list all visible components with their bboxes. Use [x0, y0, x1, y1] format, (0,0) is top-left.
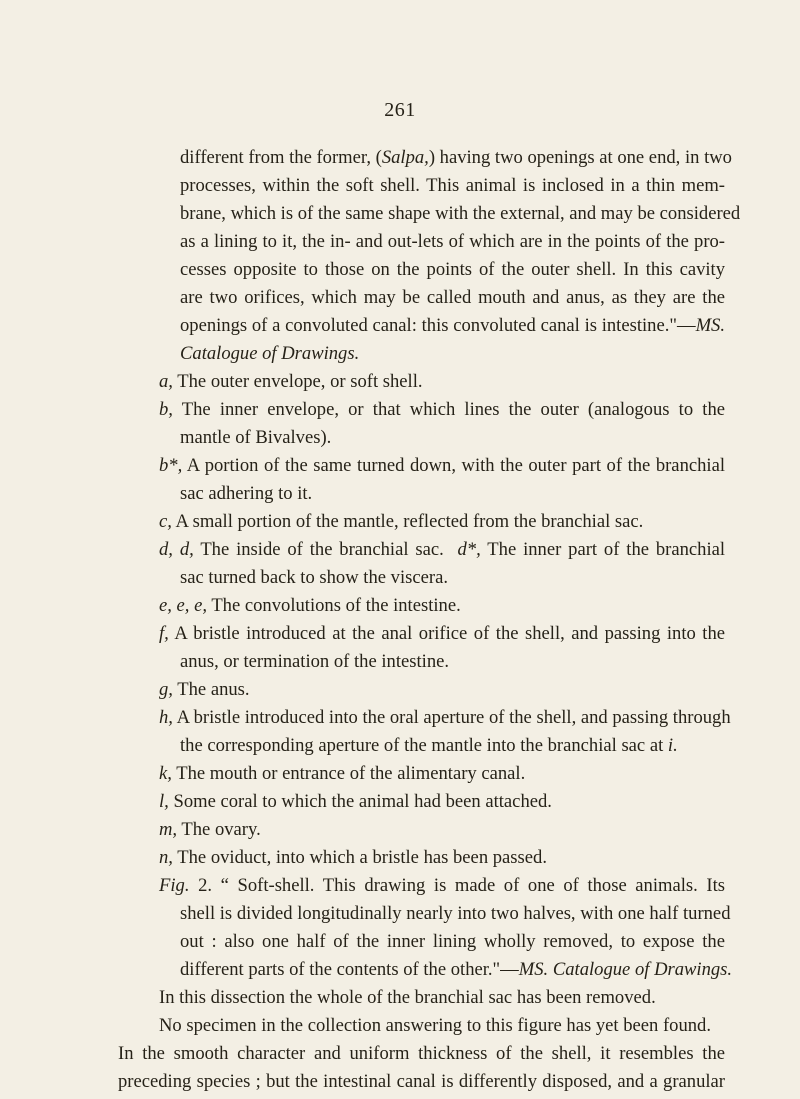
legend-item-c: c, A small portion of the mantle, reflected from the branchial sac. [159, 511, 644, 532]
text-line: mantle of Bivalves). [180, 427, 332, 448]
legend-item-d: d, d, The inside of the branchial sac. d*, The inner part of the branchial [159, 539, 726, 560]
text-line: anus, or termination of the intestine. [180, 651, 450, 672]
legend-item-n: n, The oviduct, into which a bristle has been passed. [159, 847, 547, 868]
text-line: different parts of the contents of the other."—MS. Catalogue of Drawings. [180, 959, 733, 980]
legend-item-b: b, The inner envelope, or that which lines the outer (analogous to the [159, 399, 725, 420]
text-line: brane, which is of the same shape with the external, and may be considered [180, 203, 741, 224]
legend-item-k: k, The mouth or entrance of the alimentary canal. [159, 763, 526, 784]
text-line: cesses opposite to those on the points of the outer shell. In this cavity [180, 259, 725, 280]
legend-item-l: l, Some coral to which the animal had been attached. [159, 791, 552, 812]
text-line: shell is divided longitudinally nearly into two halves, with one half turned [180, 903, 731, 924]
text-line: as a lining to it, the in- and out-lets of which are in the points of the pro- [180, 231, 725, 252]
paragraph-start: No specimen in the collection answering to this figure has yet been found. [159, 1015, 711, 1036]
page-number: 261 [384, 99, 416, 121]
text-line: different from the former, (Salpa,) having two openings at one end, in two [180, 147, 732, 168]
text-line: preceding species ; but the intestinal canal is differently disposed, and a granular [118, 1071, 725, 1092]
text-line: out : also one half of the inner lining wholly removed, to expose the [180, 931, 725, 952]
text-line: the corresponding aperture of the mantle into the branchial sac at i. [180, 735, 678, 756]
text-line: processes, within the soft shell. This animal is inclosed in a thin mem- [180, 175, 725, 196]
text-line: In this dissection the whole of the branchial sac has been removed. [159, 987, 656, 1008]
legend-item-b-star: b*, A portion of the same turned down, with the outer part of the branchial [159, 455, 725, 476]
text-line: sac adhering to it. [180, 483, 313, 504]
text-line: Catalogue of Drawings. [180, 343, 360, 364]
text-line: are two orifices, which may be called mouth and anus, as they are the [180, 287, 725, 308]
legend-item-g: g, The anus. [159, 679, 250, 700]
legend-item-a: a, The outer envelope, or soft shell. [159, 371, 423, 392]
figure-caption: Fig. 2. “ Soft-shell. This drawing is made of one of those animals. Its [159, 875, 725, 896]
legend-item-h: h, A bristle introduced into the oral aperture of the shell, and passing through [159, 707, 731, 728]
legend-item-e: e, e, e, The convolutions of the intestine. [159, 595, 461, 616]
text-line: openings of a convoluted canal: this convoluted canal is intestine."—MS. [180, 315, 725, 336]
legend-item-m: m, The ovary. [159, 819, 261, 840]
text-line: In the smooth character and uniform thickness of the shell, it resembles the [118, 1043, 725, 1064]
text-line: sac turned back to show the viscera. [180, 567, 448, 588]
legend-item-f: f, A bristle introduced at the anal orifice of the shell, and passing into the [159, 623, 726, 644]
